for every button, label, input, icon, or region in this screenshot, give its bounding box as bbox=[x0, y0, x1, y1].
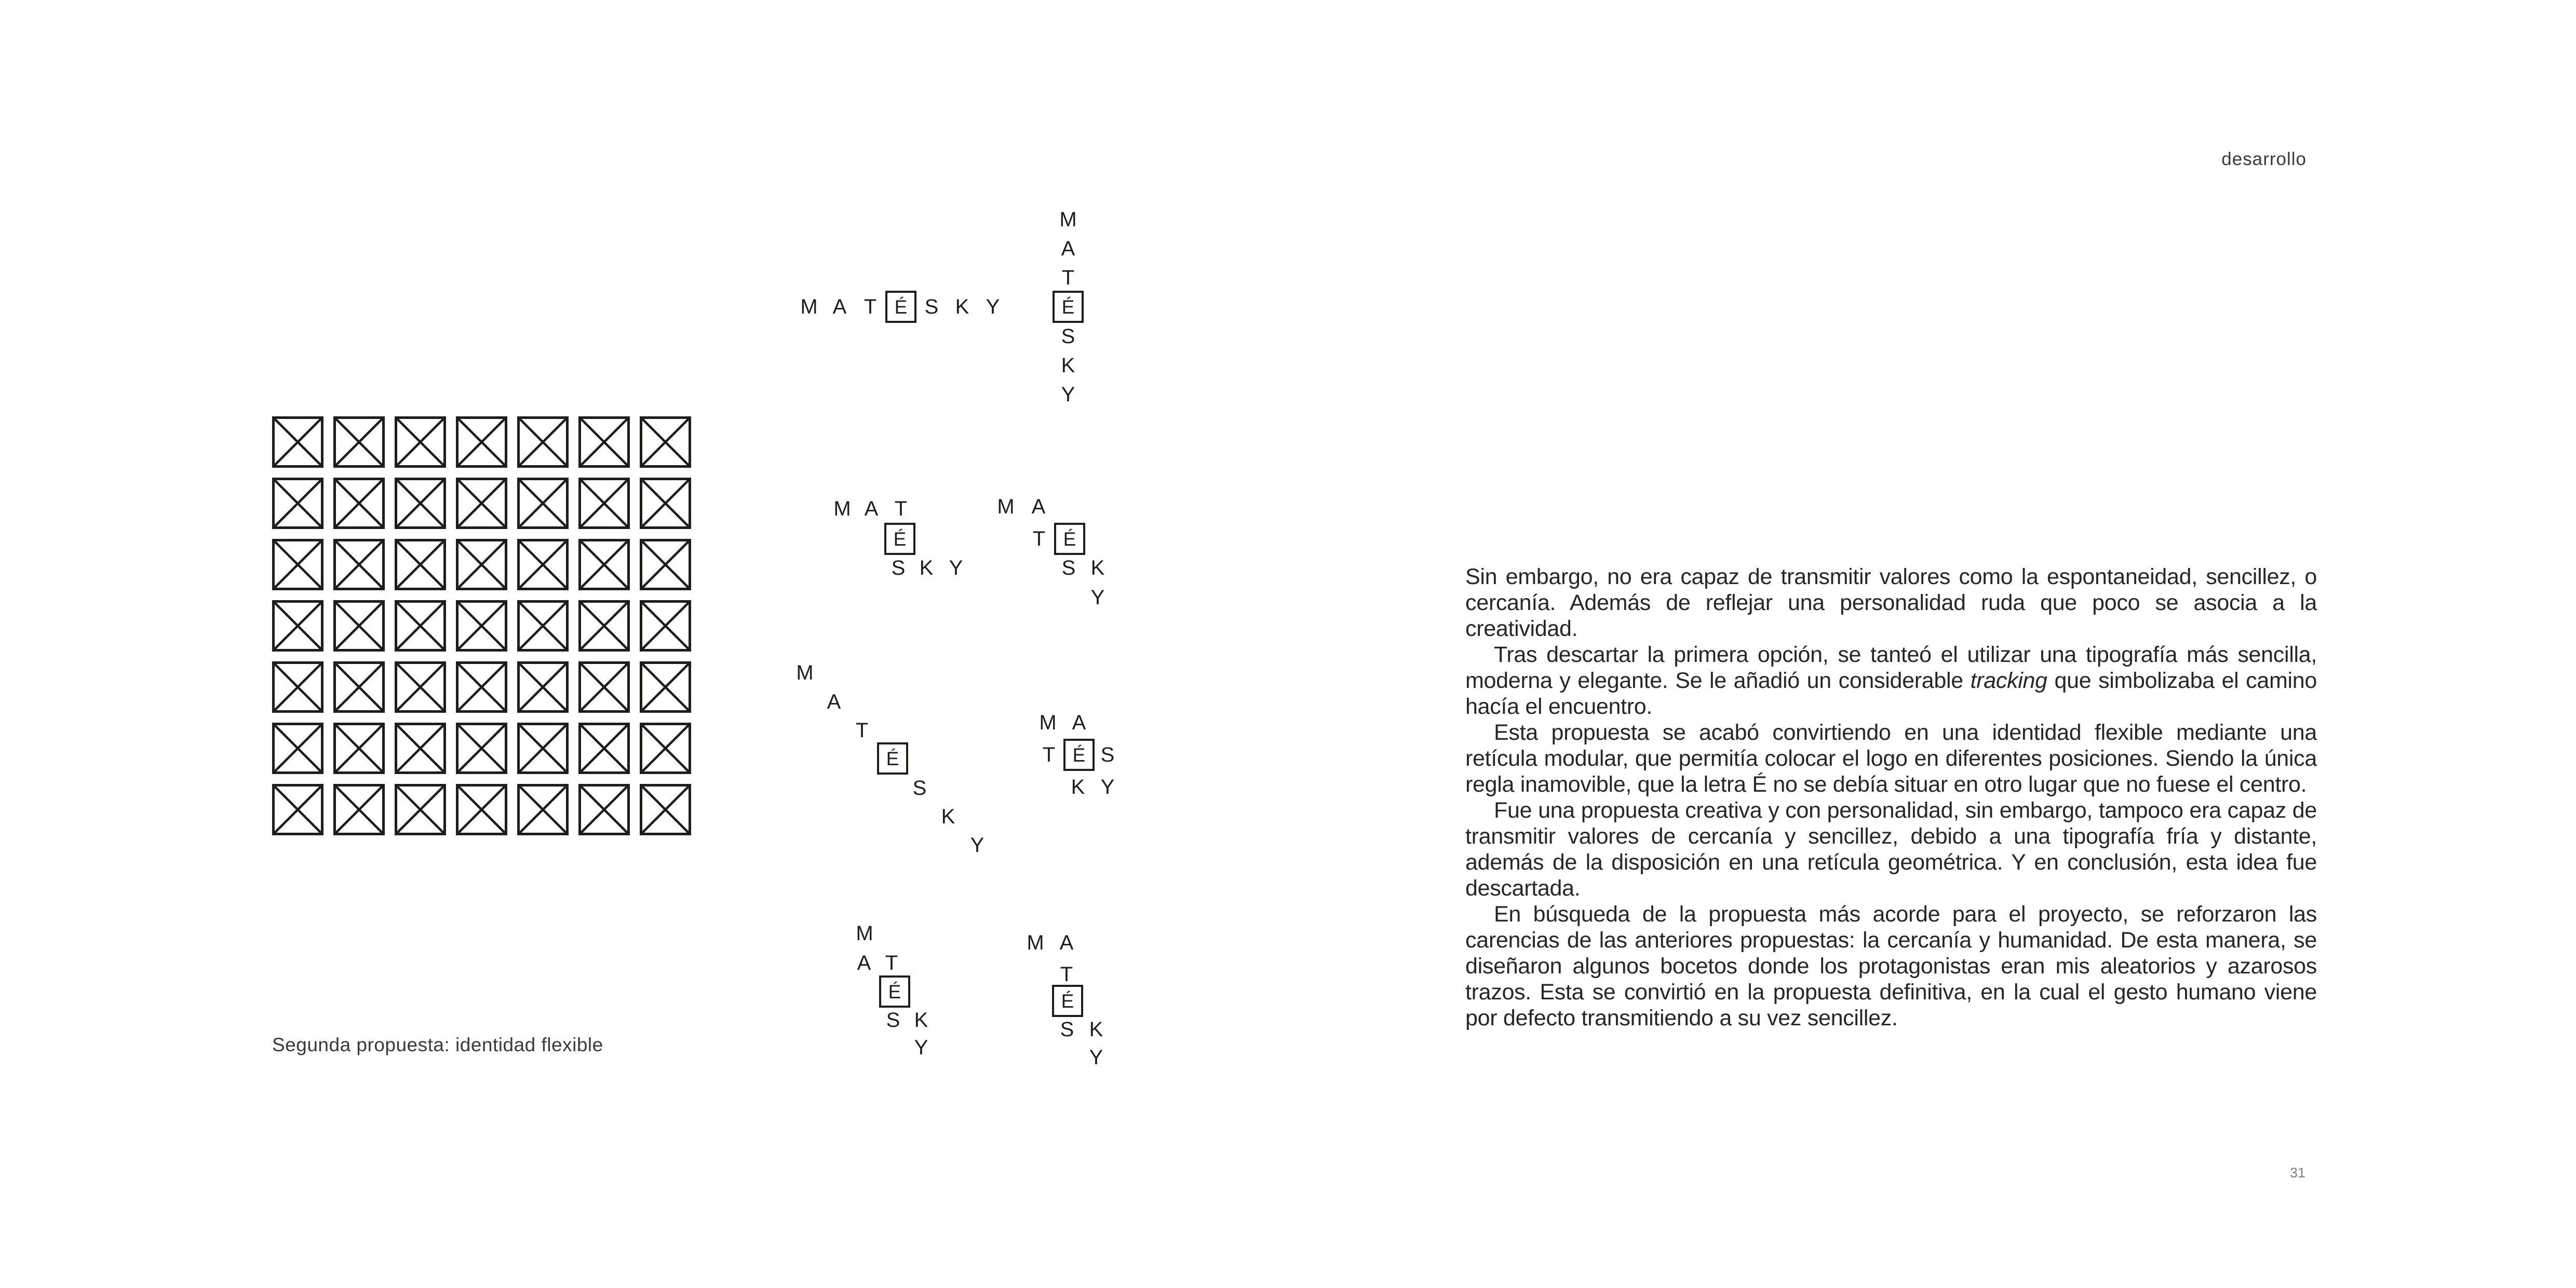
body-text: que simbolizaba el camino hacía el encuentro. bbox=[1465, 668, 2317, 719]
section-header-label: desarrollo bbox=[2221, 149, 2307, 169]
logo-letter: M bbox=[796, 661, 814, 684]
logo-letter: A bbox=[827, 690, 841, 713]
body-text: Sin embargo, no era capaz de transmitir valores como la espontaneidad, sencillez, o cercanía. Además de reflejar una personalidad ruda que poco se asocia a la creatividad. bbox=[1465, 564, 2317, 641]
logo-letter: S bbox=[1060, 1018, 1074, 1041]
logo-letter: K bbox=[941, 805, 955, 828]
body-text: Esta propuesta se acabó convirtiendo en una identidad flexible mediante una retícula modular, que permitía colocar el logo en diferentes posiciones. Siendo la única regla inamovible, que la letra É no se debía situar en otro lugar que no fuese el centro. bbox=[1465, 720, 2317, 797]
logo-letter: A bbox=[1072, 711, 1086, 734]
logo-letter: Y bbox=[986, 295, 1000, 318]
logo-letter: Y bbox=[1061, 383, 1075, 406]
italic-text: tracking bbox=[1970, 668, 2047, 693]
logo-letter: M bbox=[856, 922, 873, 945]
logo-letter: M bbox=[997, 495, 1015, 518]
logo-letter: Y bbox=[914, 1036, 928, 1059]
logo-letter: K bbox=[1061, 354, 1075, 377]
logo-letter: K bbox=[919, 557, 934, 579]
logo-letter: Y bbox=[1100, 776, 1115, 798]
logo-letter: M bbox=[800, 295, 818, 318]
logo-letter: K bbox=[1089, 1018, 1103, 1041]
logo-letter-boxed-e: É bbox=[1054, 523, 1085, 555]
logo-letter-boxed-e: É bbox=[879, 975, 910, 1008]
article-paragraph bbox=[1465, 901, 2317, 1031]
logo-letter: T bbox=[855, 719, 869, 742]
article-paragraph bbox=[1465, 642, 2317, 720]
logo-letter: S bbox=[886, 1009, 900, 1032]
logo-letter-boxed-e: É bbox=[1063, 739, 1095, 771]
logo-letter: Y bbox=[1089, 1046, 1103, 1069]
logo-letter-boxed-e: É bbox=[877, 742, 908, 775]
logo-letter: S bbox=[912, 777, 927, 799]
logo-letter: T bbox=[1060, 963, 1073, 986]
article-text-column bbox=[1465, 564, 2317, 1031]
logo-letter: T bbox=[864, 295, 877, 318]
logo-letter: M bbox=[1059, 208, 1077, 231]
page-number: 31 bbox=[2289, 1165, 2305, 1181]
logo-letter: S bbox=[1061, 325, 1075, 348]
logo-letter: A bbox=[832, 295, 847, 318]
logo-letter: K bbox=[955, 295, 969, 318]
article-paragraph bbox=[1465, 720, 2317, 797]
logo-letter: K bbox=[1090, 557, 1105, 579]
logo-letter: Y bbox=[1090, 586, 1105, 609]
logo-letter: T bbox=[885, 952, 898, 974]
logo-letter: M bbox=[1039, 711, 1057, 734]
logo-letter: A bbox=[864, 497, 879, 520]
logo-letter: A bbox=[1031, 495, 1046, 518]
logo-letter: M bbox=[833, 497, 851, 520]
body-text: Fue una propuesta creativa y con personalidad, sin embargo, tampoco era capaz de transmitir valores de cercanía y sencillez, debido a una tipografía fría y distante, además de la disposición en una retícula geométrica. Y en conclusión, esta idea fue descartada. bbox=[1465, 798, 2317, 901]
article-paragraph bbox=[1465, 797, 2317, 901]
logo-letter: A bbox=[857, 952, 871, 974]
logo-letter: Y bbox=[949, 557, 963, 579]
logo-letter: K bbox=[1071, 776, 1085, 798]
logo-letter: T bbox=[1061, 266, 1075, 289]
logo-letter: T bbox=[1042, 743, 1056, 766]
logo-letter: A bbox=[1061, 237, 1075, 260]
body-text: En búsqueda de la propuesta más acorde para el proyecto, se reforzaron las carencias de las anteriores propuestas: la cercanía y humanidad. De esta manera, se diseñaron algunos bocetos donde los protagonistas eran mis aleatorios y azarosos trazos. Esta se convirtió en la propuesta definitiva, en la cual el gesto humano viene por defecto transmitiendo a su vez sencillez. bbox=[1465, 902, 2317, 1031]
body-text: Tras descartar la primera opción, se tanteó el utilizar una tipografía más sencilla, moderna y elegante. Se le añadió un considerable bbox=[1465, 642, 2317, 693]
logo-letter: S bbox=[891, 557, 906, 579]
logo-letter: M bbox=[1027, 931, 1044, 954]
logo-letter-boxed-e: É bbox=[885, 291, 916, 323]
logo-letter: T bbox=[1032, 527, 1046, 550]
article-paragraph bbox=[1465, 564, 2317, 642]
logo-letter: A bbox=[1059, 931, 1074, 954]
figure-caption: Segunda propuesta: identidad flexible bbox=[272, 1034, 603, 1055]
logo-letter: S bbox=[924, 295, 939, 318]
logo-letter-boxed-e: É bbox=[884, 523, 915, 555]
logo-letter: S bbox=[1100, 743, 1115, 766]
logo-letter: K bbox=[914, 1009, 928, 1032]
logo-letter-boxed-e: É bbox=[1052, 985, 1083, 1017]
logo-letter: S bbox=[1061, 557, 1076, 579]
logo-letter: T bbox=[894, 497, 908, 520]
logo-letter-boxed-e: É bbox=[1053, 291, 1084, 323]
logo-letter: Y bbox=[970, 834, 984, 857]
